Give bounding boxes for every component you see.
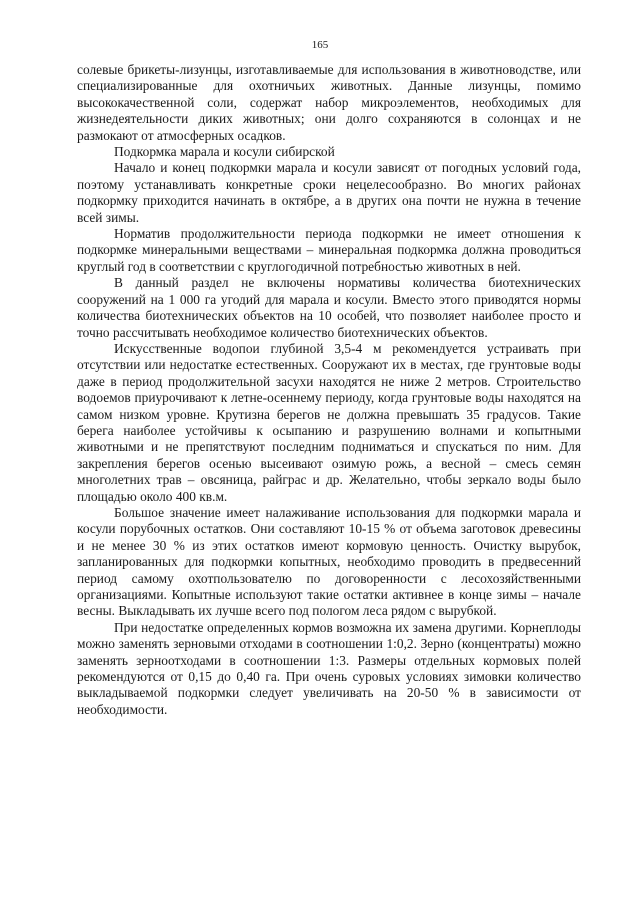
paragraph: В данный раздел не включены нормативы количества биотехнических сооружений на 1 000 га угодий для марала и косули. Вместо этого приводятся нормы количества биотехнических объектов на 10 особей, что позволяет наиболее просто и точно рассчитывать необходимое количество биотехнических объектов.	[77, 275, 581, 340]
paragraph: Начало и конец подкормки марала и косули зависят от погодных условий года, поэтому устанавливать конкретные сроки нецелесообразно. Во многих районах подкормку приходится начинать в октябре, а в других она почти не нужна в течение всей зимы.	[77, 160, 581, 225]
section-heading: Подкормка марала и косули сибирской	[114, 144, 335, 160]
paragraph: Большое значение имеет налаживание использования для подкормки марала и косули порубочных остатков. Они составляют 10-15 % от объема заготовок древесины и не менее 30 % из этих остатков имеют кормовую ценность. Очистку вырубок, запланированных для подкормки копытных, необходимо проводить в предвесенний период самому охотпользователю по договоренности с лесохозяйственными организациями. Копытные используют такие остатки активнее в конце зимы – начале весны. Выкладывать их лучше всего под пологом леса рядом с вырубкой.	[77, 504, 581, 619]
paragraph: Норматив продолжительности периода подкормки не имеет отношения к подкормке минеральными веществами – минеральная подкормка должна проводиться круглый год в соответствии с круглогодичной потребностью животных в ней.	[77, 226, 581, 274]
body-text	[77, 62, 581, 718]
page-number: 165	[311, 39, 329, 51]
paragraph: При недостатке определенных кормов возможна их замена другими. Корнеплоды можно заменять зерновыми отходами в соотношении 1:0,2. Зерно (концентраты) можно заменять зерноотходами в соотношении 1:3. Размеры отдельных кормовых полей рекомендуются от 0,15 до 0,40 га. При очень суровых условиях зимовки количество выкладываемой подкормки следует увеличивать на 20-50 % в зависимости от необходимости.	[77, 619, 581, 717]
paragraph: Искусственные водопои глубиной 3,5-4 м рекомендуется устраивать при отсутствии или недостатке естественных. Сооружают их в местах, где грунтовые воды даже в период продолжительной засухи находятся не ниже 2 метров. Строительство водоемов приурочивают к летне-осеннему периоду, когда грунтовые воды находятся на самом низком уровне. Крутизна берегов не должна превышать 35 градусов. Такие берега наиболее устойчивы к осыпанию и разрушению волнами и копытными животными и не препятствуют последним подниматься и спускаться по ним. Для закрепления берегов осенью высеивают озимую рожь, а весной – смесь семян многолетних трав – овсяница, райграс и др. Желательно, чтобы зеркало воды было площадью около 400 кв.м.	[77, 340, 581, 504]
paragraph-continuation: солевые брикеты-лизунцы, изготавливаемые для использования в животноводстве, или специализированные для охотничьих животных. Данные лизунцы, помимо высококачественной соли, содержат набор микроэлементов, необходимых для жизнедеятельности диких животных; они долго сохраняются в солонцах и не размокают от атмосферных осадков.	[77, 62, 581, 143]
